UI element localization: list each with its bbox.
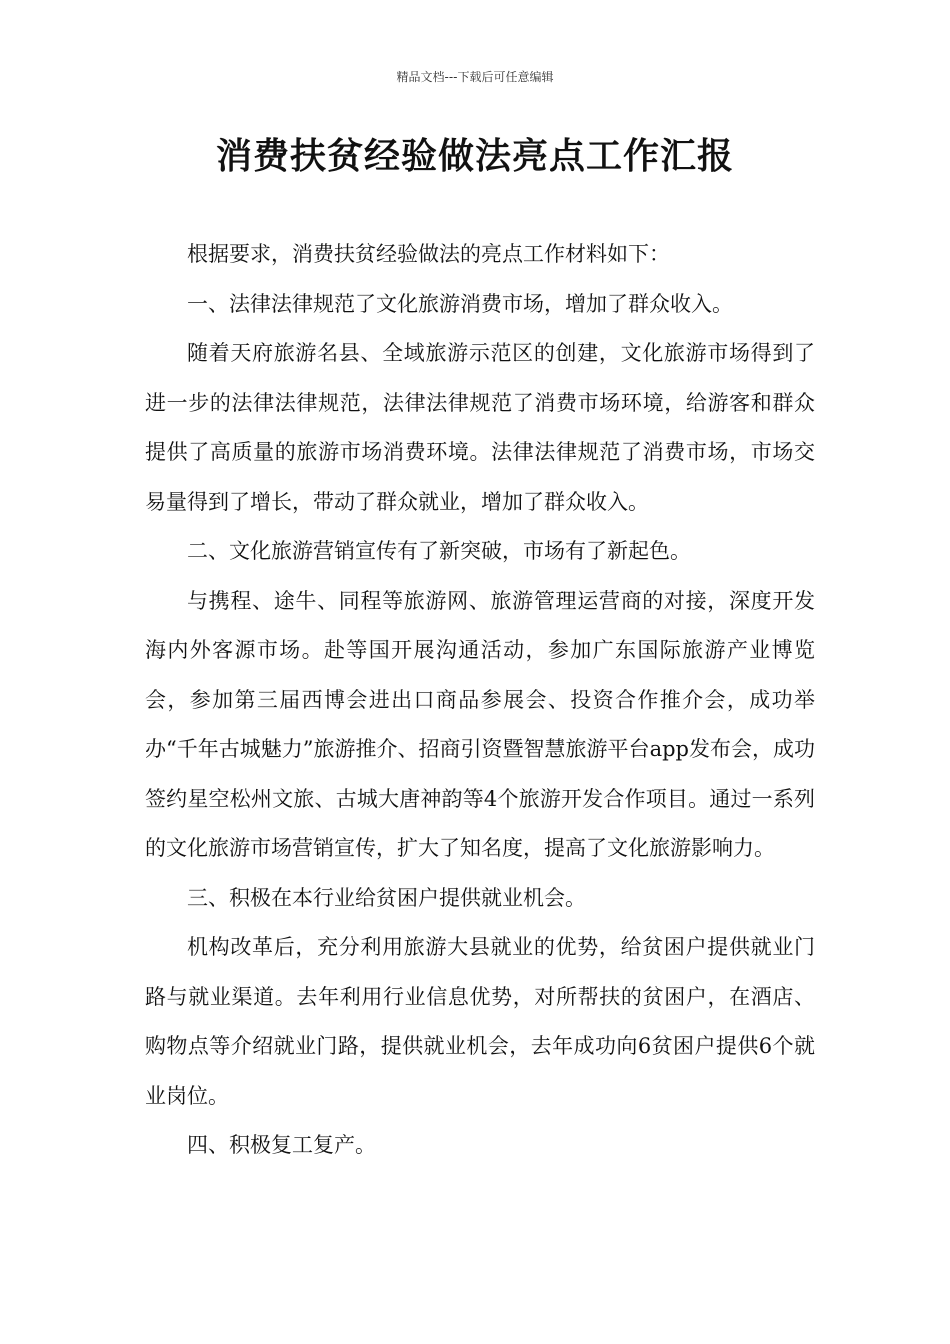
section-heading-2: 二、文化旅游营销宣传有了新突破，市场有了新起色。 <box>187 539 691 563</box>
document-title: 消费扶贫经验做法亮点工作汇报 <box>215 136 734 177</box>
section-heading-1: 一、法律法律规范了文化旅游消费市场，增加了群众收入。 <box>187 291 733 316</box>
paragraph-section-3: 机构改革后，充分利用旅游大县就业的优势，给贫困户提供就业门路与就业渠道。去年利用行业信息优势，对所帮扶的贫困户，在酒店、购物点等介绍就业门路，提供就业机会，去年成功向6贫困户提供6个就业岗位。 <box>145 935 815 1108</box>
section-heading-3: 三、积极在本行业给贫困户提供就业机会。 <box>187 885 586 910</box>
document-body <box>145 230 815 1171</box>
paragraph-section-1: 随着天府旅游名县、全域旅游示范区的创建，文化旅游市场得到了进一步的法律法律规范，法律法律规范了消费市场环境，给游客和群众提供了高质量的旅游市场消费环境。法律法律规范了消费市场，市场交易量得到了增长，带动了群众就业，增加了群众收入。 <box>145 341 815 514</box>
paragraph-section-2: 与携程、途牛、同程等旅游网、旅游管理运营商的对接，深度开发海内外客源市场。赴等国开展沟通活动，参加广东国际旅游产业博览会，参加第三届西博会进出口商品参展会、投资合作推介会，成功举办“千年古城魅力”旅游推介、招商引资暨智慧旅游平台app发布会，成功签约星空松州文旅、古城大唐神韵等4个旅游开发合作项目。通过一系列的文化旅游市场营销宣传，扩大了知名度，提高了文化旅游影响力。 <box>145 588 815 860</box>
section-heading-4: 四、积极复工复产。 <box>187 1133 376 1157</box>
header-note: 精品文档---下载后可任意编辑 <box>396 70 554 84</box>
paragraph-intro: 根据要求，消费扶贫经验做法的亮点工作材料如下： <box>187 242 670 266</box>
